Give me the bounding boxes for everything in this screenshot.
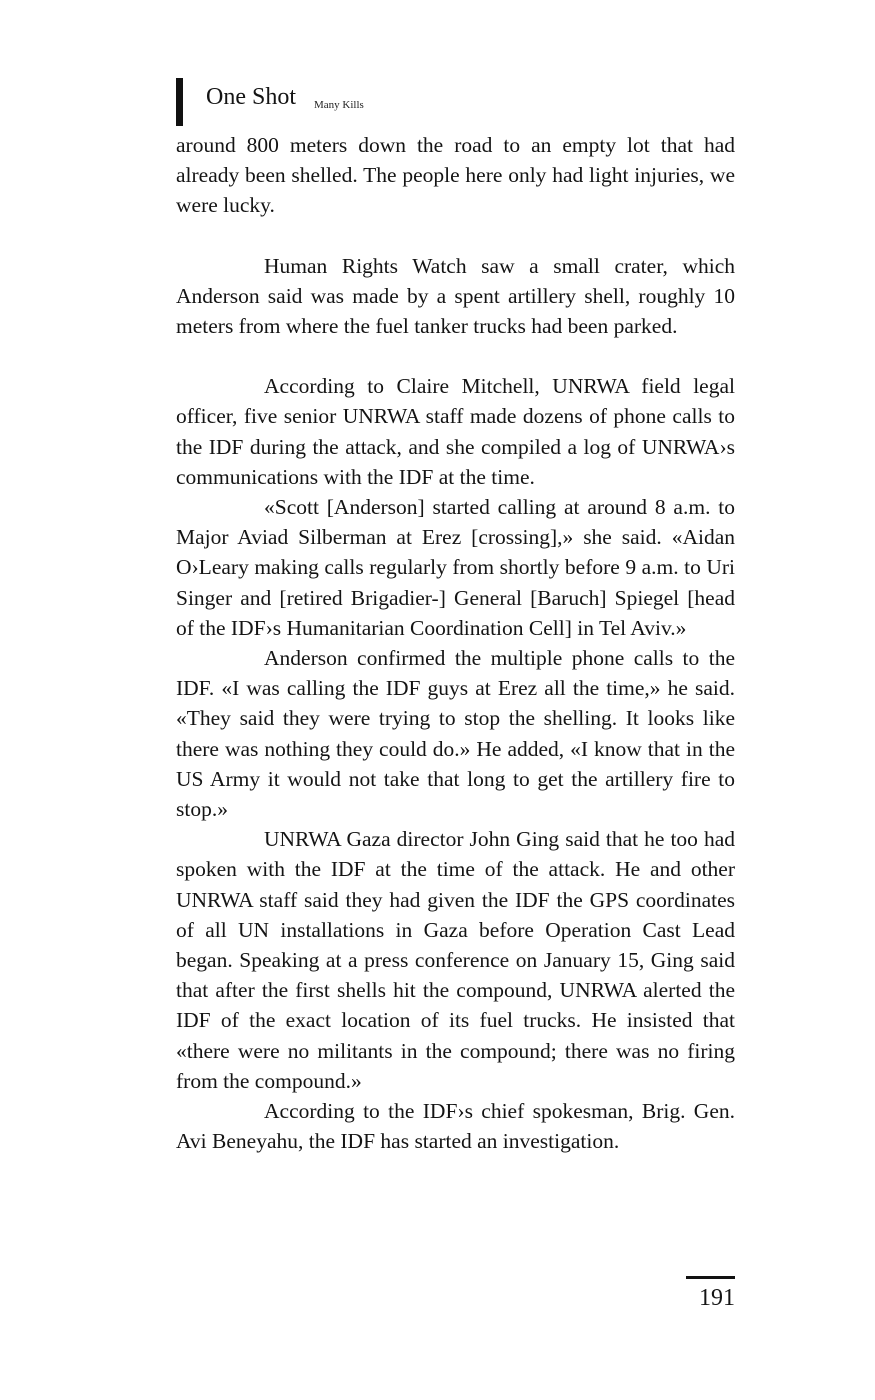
paragraph: According to the IDF›s chief spokesman, Brig. Gen. Avi Beneyahu, the IDF has started an investigation. [176,1099,735,1154]
footer-rule [686,1276,735,1279]
page-number: 191 [699,1285,735,1311]
paragraph: Human Rights Watch saw a small crater, which Anderson said was made by a spent artillery shell, roughly 10 meters from where the fuel tanker trucks had been parked. [176,253,735,339]
paragraph-continuation: around 800 meters down the road to an empty lot that had already been shelled. The people here only had light injuries, we were lucky. [176,133,735,218]
paragraph: According to Claire Mitchell, UNRWA field legal officer, five senior UNRWA staff made dozens of phone calls to the IDF during the attack, and she compiled a log of UNRWA›s communications with the IDF at the time. [176,374,735,489]
book-subtitle: Many Kills [314,99,364,111]
book-title: One Shot [206,84,296,110]
paragraph: «Scott [Anderson] started calling at around 8 a.m. to Major Aviad Silberman at Erez [crossing],» she said. «Aidan O›Leary making calls regularly from shortly before 9 a.m. to Uri Singer and [retired Brigadier-] General [Baruch] Spiegel [head of the IDF›s Humanitarian Coordination Cell] in Tel Aviv.» [176,495,735,640]
paragraph: UNRWA Gaza director John Ging said that he too had spoken with the IDF at the time of the attack. He and other UNRWA staff said they had given the IDF the GPS coordinates of all UN installations in Gaza before Operation Cast Lead began. Speaking at a press conference on January 15, Ging said that after the first shells hit the compound, UNRWA alerted the IDF of the exact location of its fuel trucks. He insisted that «there were no militants in the compound; there was no firing from the compound.» [176,827,735,1093]
header-bar [176,78,183,126]
paragraph: Anderson confirmed the multiple phone calls to the IDF. «I was calling the IDF guys at Erez all the time,» he said. «They said they were trying to stop the shelling. It looks like there was nothing they could do.» He added, «I know that in the US Army it would not take that long to get the artillery fire to stop.» [176,646,735,822]
body-text [176,130,735,1157]
